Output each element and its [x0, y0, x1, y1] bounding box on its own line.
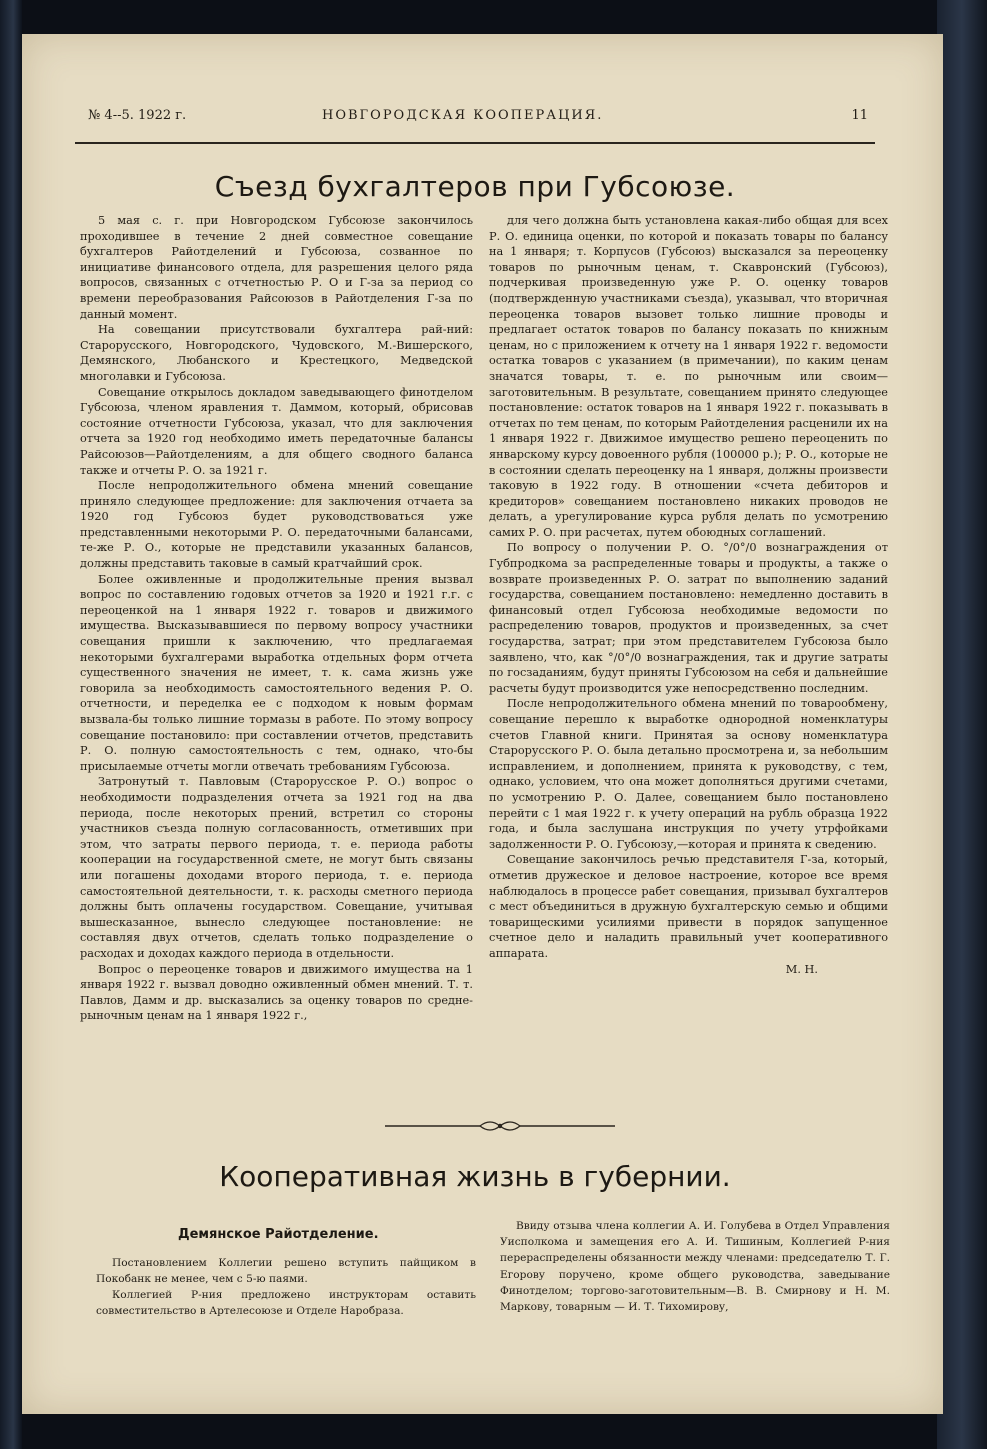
- paragraph: для чего должна быть установлена какая-либо общая для всех Р. О. единица оценки, по которой и показать товары по балансу на 1 января; т. Корпусов (Губсоюз) высказался за переоценку товаров по рыночным ценам, т. Скавронский (Губсоюз), подчеркивая произведенную уже Р. О. оценку товаров (подтвержденную участниками съезда), указывал, что вторичная переоценка товаров вызовет только лишние проводы и предлагает остаток товаров по балансу показать по книжным ценам, но с приложением к отчету на 1 января 1922 г. ведомости остатка товаров с указанием (в примечании), по каким ценам значатся товары, т. е. по рыночным или своим— заготовительным. В результате, совещанием принято следующее постановление: остаток товаров на 1 января 1922 г. показывать в отчетах по тем ценам, по которым Райотделения расценили их на 1 января 1922 г. Движимое имущество решено переоценить по январскому курсу довоенного рубля (100000 р.); Р. О., которые не в состоянии сделать переоценку на 1 января, должны произвести таковую в 1922 году. В отношении «счета дебиторов и кредиторов» совещанием постановлено никаких проводов не делать, а урегулирование курса рубля делать по усмотрению самих Р. О. при расчетах, путем обоюдных соглашений.: [489, 214, 888, 539]
- paragraph: Вопрос о переоценке товаров и движимого имущества на 1 января 1922 г. вызвал доводно оживленный обмен мнений. Т. т. Павлов, Дамм и др. высказались за оценку товаров по средне-рыночным ценам на 1 января 1922 г.,: [80, 962, 473, 1023]
- page-number: 11: [851, 108, 868, 123]
- issue-number: № 4--5. 1922 г.: [88, 108, 187, 123]
- article-left-column: [80, 213, 473, 1103]
- subsection-heading: Демянское Райотделение.: [178, 1227, 379, 1242]
- header-rule: [75, 142, 875, 144]
- paragraph: По вопросу о получении Р. О. °/0°/0 вознаграждения от Губпродкома за распределенные товары и продукты, а также о возврате произведенных Р. О. затрат по выполнению заданий государства, совещанием постановлено: немедленно доставить в финансовый отдел Губсоюза необходимые ведомости по распределению товаров, продуктов и произведенных, за счет государства, затрат; при этом представителем Губсоюза было заявлено, что, как °/0°/0 вознаграждения, так и другие затраты по госзаданиям, будут приняты Губсоюзом на себя и дальнейшие расчеты будут производится уже непосредственно последним.: [489, 541, 888, 695]
- paragraph: Постановлением Коллегии решено вступить пайщиком в Покобанк не менее, чем с 5-ю паями.: [96, 1257, 476, 1285]
- book-binding-left: [0, 0, 22, 1449]
- paragraph: Коллегией Р-ния предложено инструкторам оставить совместительство в Артелесоюзе и Отделе Наробраза.: [96, 1289, 476, 1317]
- section-title: Кооперативная жизнь в губернии.: [219, 1160, 731, 1193]
- paragraph: Более оживленные и продолжительные прения вызвал вопрос по составлению годовых отчетов за 1920 и 1921 г.г. с переоценкой на 1 января 1922 г. товаров и движимого имущества. Высказывавшиеся по первому вопросу участники совещания пришли к заключению, что предлагаемая некоторыми бухгалгерами выработка отдельных форм отчета существенного значения не имеет, т. к. сама жизнь уже говорила за необходимость самостоятельного ведения Р. О. отчетности, и переделка ее с подходом к новым формам вызвала-бы только лишние тормазы в работе. По этому вопросу совещание постановило: при составлении отчетов, представить Р. О. полную самостоятельность с тем, однако, что-бы присылаемые отчеты могли отвечать требованиям Губсоюза.: [80, 572, 473, 773]
- paragraph: Ввиду отзыва члена коллегии А. И. Голубева в Отдел Управления Уисполкома и замещения его А. И. Тишиным, Коллегией Р-ния перераспределены обязанности между членами: председателю Т. Г. Егорову поручено, кроме общего руководства, заведывание Финотделом; торгово-заготовительным—В. В. Смирнову и Н. М. Маркову, товарным — И. Т. Тихомирову,: [500, 1220, 890, 1314]
- running-header: [88, 108, 868, 128]
- paragraph: Совещание закончилось речью представителя Г-за, который, отметив дружеское и деловое настроение, которое все время наблюдалось в процессе рабет совещания, призывал бухгалтеров с мест объединиться в дружную бухгалтерскую семью и общими товарищескими усилиями привести в порядок запущенное счетное дело и наладить правильный учет кооперативного аппарата.: [489, 853, 888, 960]
- article-signature: М. Н.: [785, 962, 818, 976]
- paragraph: На совещании присутствовали бухгалтера рай-ний: Старорусского, Новгородского, Чудовского, М.-Вишерского, Демянского, Любанского и Крестецкого, Медведской многолавки и Губсоюза.: [80, 323, 473, 383]
- article-title: Съезд бухгалтеров при Губсоюзе.: [214, 170, 736, 203]
- paragraph: После непродолжительного обмена мнений по товарообмену, совещание перешло к выработке однородной номенклатуры счетов Главной книги. Принятая за основу номенклатура Старорусского Р. О. была детально просмотрена и, за небольшим исправлением, и дополнением, принята к руководству, с тем, однако, условием, что она может дополняться другими счетами, по усмотрению Р. О. Далее, совещанием было постановлено перейти с 1 мая 1922 г. к учету операций на рубль образца 1922 года, и была заслушана инструкция по учету утрфойками задолженности Р. О. Губсоюзу,—которая и принята к сведению.: [489, 697, 888, 851]
- paragraph: Совещание открылось докладом заведывающего финотделом Губсоюза, членом яравления т. Даммом, который, обрисовав состояние отчетности Губсоюза, указал, что для заключения отчета за 1920 год необходимо иметь передаточные балансы Райсоюзов—Райотделениям, а для общего сводного баланса также и отчеты Р. О. за 1921 г.: [80, 385, 473, 477]
- subsection-right-text: [500, 1218, 890, 1315]
- journal-title: НОВГОРОДСКАЯ КООПЕРАЦИЯ.: [322, 108, 604, 123]
- subsection-left-text: [96, 1255, 476, 1319]
- paragraph: После непродолжительного обмена мнений совещание приняло следующее предложение: для заключения отчаета за 1920 год Губсоюз будет руководствоваться уже представленными некоторыми Р. О. передаточными балансами, те-же Р. О., которые не представили указанных балансов, должны представить таковые в самый кратчайший срок.: [80, 479, 473, 571]
- paragraph: 5 мая с. г. при Новгородском Губсоюзе закончилось проходившее в течение 2 дней совместное совещание бухгалтеров Райотделений и Губсоюза, созванное по инициативе финансового отдела, для разрешения целого ряда вопросов, связанных с отчетностью Р. О и Г-за за период со времени переобразования Райсоюзов в Райотделения Г-за по данный момент.: [80, 214, 473, 321]
- paragraph: Затронутый т. Павловым (Старорусское Р. О.) вопрос о необходимости подразделения отчета за 1921 год на два периода, после некоторых прений, встретил со стороны участников съезда полную согласованность, отметивших при этом, что затраты первого периода, т. е. периода работы кооперации на государственной смете, не могут быть связаны или погашены доходами второго периода, т. е. периода самостоятельной деятельности, т. к. расходы сметного периода должны быть оплачены государством. Совещание, учитывая вышесказанное, вынесло следующее постановление: не составляя двух отчетов, сделать только подразделение о расходах и доходах каждого периода в отдельности.: [80, 775, 473, 960]
- book-binding-right: [937, 0, 987, 1449]
- article-right-column: [489, 213, 888, 1113]
- ornament-divider: [385, 1118, 615, 1134]
